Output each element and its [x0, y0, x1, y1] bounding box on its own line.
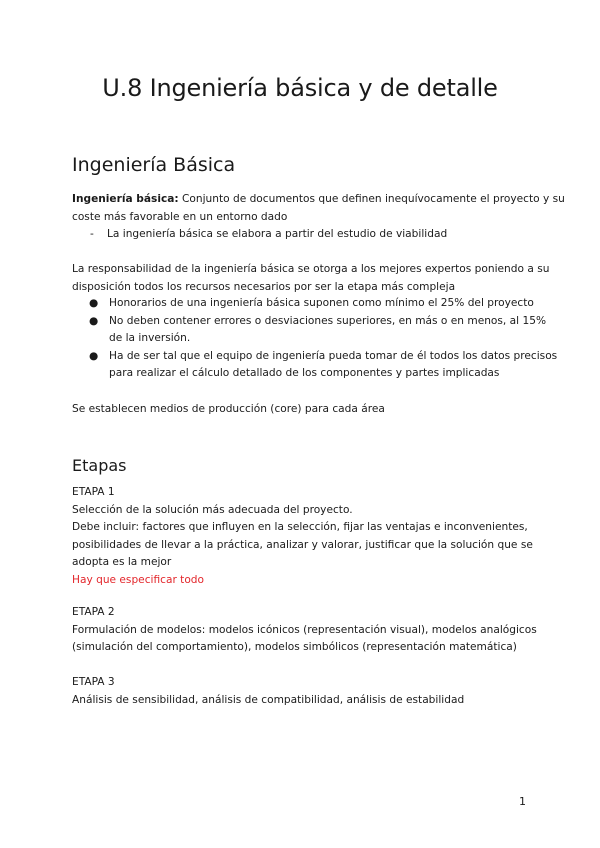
- page-number: 1: [519, 795, 526, 808]
- responsibility-line-1: La responsabilidad de la ingeniería básica se otorga a los mejores expertos poniendo a su: [72, 263, 550, 275]
- stage-1-label: ETAPA 1: [72, 486, 115, 498]
- stage-2-block: ETAPA 2 Formulación de modelos: modelos icónicos (representación visual), modelos analógicos (simulación del comportamiento), modelos simbólicos (representación matemática): [72, 606, 537, 653]
- dash-marker: -: [90, 228, 94, 240]
- definition-text-1: Conjunto de documentos que definen inequívocamente el proyecto y su: [178, 193, 565, 205]
- section-heading-ingenieria-basica: Ingeniería Básica: [72, 154, 236, 176]
- definition-term: Ingeniería básica:: [72, 193, 179, 205]
- stage-1-block: ETAPA 1 Selección de la solución más adecuada del proyecto. Debe incluir: factores que influyen en la selección, fijar las ventajas e inconvenientes, posibilidades de llevar a la práctica, analizar y valorar, justificar que la solución que se adopta es la mejor Hay que especificar todo: [72, 484, 532, 589]
- bullet-marker: ●: [89, 314, 99, 327]
- dash-list-item: [90, 226, 447, 244]
- document-title: U.8 Ingeniería básica y de detalle: [102, 74, 498, 102]
- stage-3-label: ETAPA 3: [72, 676, 115, 688]
- definition-text-2: coste más favorable en un entorno dado: [72, 210, 288, 223]
- dash-item-text: La ingeniería básica se elabora a partir del estudio de viabilidad: [107, 228, 448, 240]
- definition-paragraph: [72, 191, 565, 226]
- stage-2-label: ETAPA 2: [72, 606, 115, 618]
- bullet-list: [72, 295, 557, 383]
- bullet-marker: ●: [89, 297, 99, 309]
- stage-3-block: ETAPA 3 Análisis de sensibilidad, análisis de compatibilidad, análisis de estabilidad: [72, 674, 532, 709]
- core-paragraph: Se establecen medios de producción (core) para cada área: [72, 403, 385, 415]
- list-item: ● Honorarios de una ingeniería básica suponen como mínimo el 25% del proyecto: [72, 295, 557, 313]
- stage-1-note: Hay que especificar todo: [72, 573, 205, 586]
- responsibility-line-2: disposición todos los recursos necesarios por ser la etapa más compleja: [72, 280, 456, 293]
- list-item: ● Ha de ser tal que el equipo de ingeniería pueda tomar de él todos los datos precisos para realizar el cálculo detallado de los componentes y partes implicadas: [89, 349, 558, 379]
- bullet-marker: ●: [89, 349, 99, 362]
- responsibility-paragraph: [72, 261, 550, 296]
- section-heading-etapas: Etapas: [72, 456, 127, 475]
- list-item: ● No deben contener errores o desviaciones superiores, en más o en menos, al 15% de la inversión.: [89, 314, 547, 344]
